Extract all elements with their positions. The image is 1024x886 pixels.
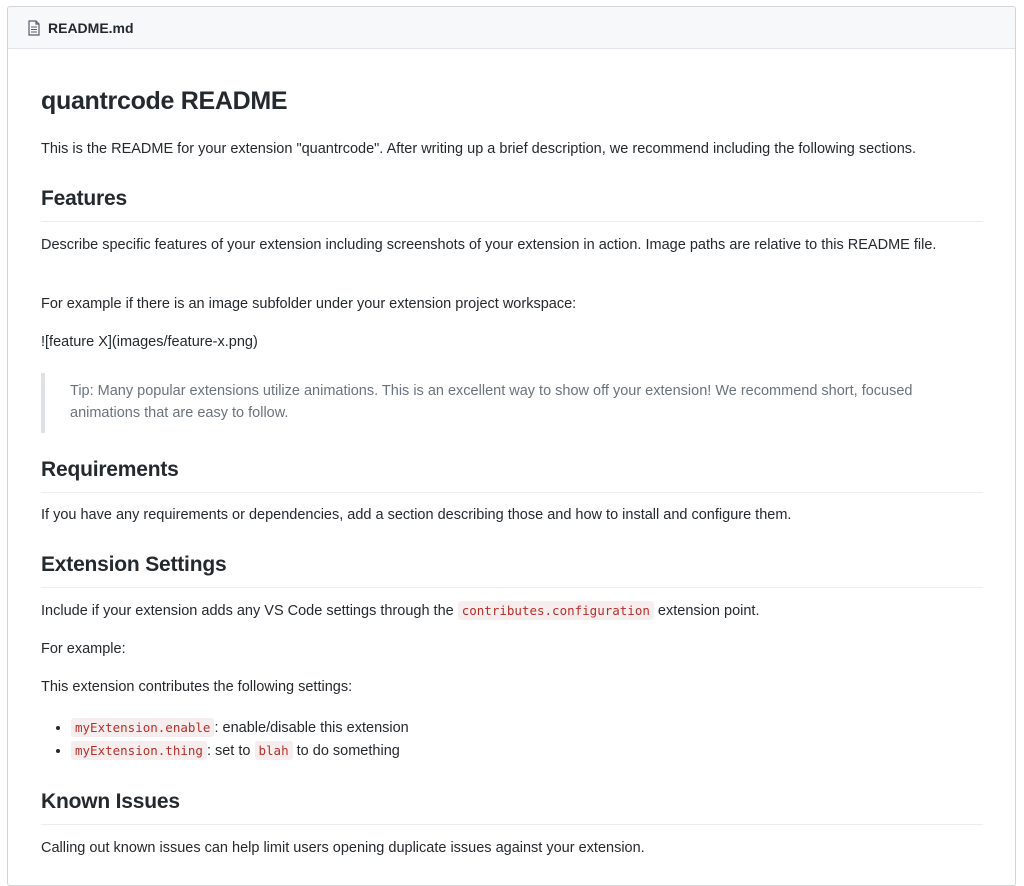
- list-item: [71, 741, 971, 763]
- file-header: [8, 7, 1015, 49]
- extension-settings-text: [41, 601, 983, 623]
- contributes-configuration-code: contributes.configuration: [458, 601, 654, 620]
- requirements-heading: Requirements: [41, 454, 983, 493]
- setting-desc-thing-before: : set to: [206, 742, 255, 759]
- setting-desc-enable: : enable/disable this extension: [214, 720, 409, 736]
- tip-text: Tip: Many popular extensions utilize animations. This is an excellent way to show off your extension! We recommend short, focused animations that are easy to follow.: [70, 383, 913, 421]
- features-description: Describe specific features of your extension including screenshots of your extension in action. Image paths are relative to this README file.: [41, 237, 937, 253]
- file-text-icon: [27, 20, 41, 36]
- settings-text-before: Include if your extension adds any VS Code settings through the: [41, 603, 458, 619]
- list-item: [71, 718, 971, 740]
- known-issues-text: Calling out known issues can help limit users opening duplicate issues against your extension.: [41, 840, 645, 856]
- for-example-text: For example:: [41, 641, 126, 657]
- settings-text-after: extension point.: [653, 603, 760, 619]
- features-example-intro: For example if there is an image subfolder under your extension project workspace:: [41, 296, 577, 312]
- setting-desc-thing-after: to do something: [292, 742, 400, 759]
- file-name: README.md: [48, 19, 134, 36]
- tip-blockquote: [41, 373, 983, 433]
- requirements-text: If you have any requirements or dependencies, add a section describing those and how to install and configure them.: [41, 507, 792, 523]
- feature-image-markdown: ![feature X](images/feature-x.png): [41, 334, 258, 350]
- setting-code-thing: myExtension.thing: [71, 741, 207, 760]
- setting-code-enable: myExtension.enable: [71, 718, 214, 737]
- settings-list: [41, 718, 971, 764]
- known-issues-heading: Known Issues: [41, 786, 983, 825]
- contributes-intro-text: This extension contributes the following settings:: [41, 679, 353, 695]
- setting-code-blah: blah: [255, 741, 293, 760]
- features-heading: Features: [41, 183, 983, 222]
- intro-paragraph: This is the README for your extension "quantrcode". After writing up a brief description, we recommend including the following sections.: [41, 141, 917, 157]
- readme-file-box: [7, 6, 1016, 886]
- extension-settings-heading: Extension Settings: [41, 549, 983, 588]
- readme-title: quantrcode README: [41, 87, 288, 115]
